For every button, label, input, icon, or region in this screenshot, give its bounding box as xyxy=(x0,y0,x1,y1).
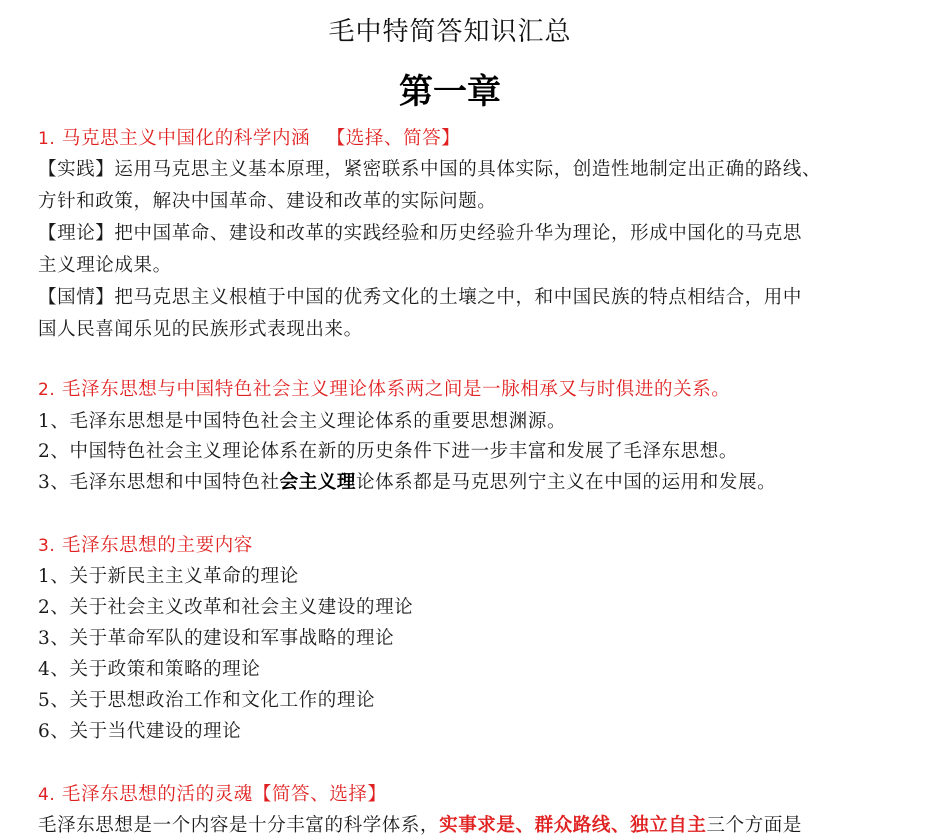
section-1-line-1: 【实践】运用马克思主义基本原理，紧密联系中国的具体实际，创造性地制定出正确的路线、 xyxy=(38,159,822,180)
section-3-heading xyxy=(38,534,253,558)
section-4-heading xyxy=(38,783,387,807)
section-1-heading xyxy=(38,127,460,151)
section-2-line-3-after: 论体系都是马克思列宁主义在中国的运用和发展。 xyxy=(355,472,777,493)
section-1-line-6: 国人民喜闻乐见的民族形式表现出来。 xyxy=(38,319,363,340)
section-3-line-5: 5、关于思想政治工作和文化工作的理论 xyxy=(38,690,376,711)
section-2-line-3 xyxy=(38,471,776,495)
section-4-para-after: 三个方面是 xyxy=(706,815,803,836)
section-3-line-2: 2、关于社会主义改革和社会主义建设的理论 xyxy=(38,597,414,618)
section-1-number: 1. xyxy=(38,129,56,149)
section-4-para-emphasis: 实事求是、群众路线、独立自主 xyxy=(439,815,707,836)
section-4-number: 4. xyxy=(38,785,56,805)
section-1-line-5: 【国情】把马克思主义根植于中国的优秀文化的土壤之中，和中国民族的特点相结合，用中 xyxy=(38,287,803,308)
section-2-line-3-before: 3、毛泽东思想和中国特色社 xyxy=(38,472,280,493)
section-4-paragraph xyxy=(38,814,802,838)
section-2-line-2: 2、中国特色社会主义理论体系在新的历史条件下进一步丰富和发展了毛泽东思想。 xyxy=(38,441,738,462)
section-3-line-4: 4、关于政策和策略的理论 xyxy=(38,659,261,680)
section-2-line-1: 1、毛泽东思想是中国特色社会主义理论体系的重要思想渊源。 xyxy=(38,411,567,432)
section-2-number: 2. xyxy=(38,380,56,400)
section-2-title: 毛泽东思想与中国特色社会主义理论体系两之间是一脉相承又与时俱进的关系。 xyxy=(61,379,731,400)
section-1-tag: 【选择、简答】 xyxy=(326,128,461,149)
section-2-line-3-bold: 会主义理 xyxy=(279,472,356,493)
chapter-title: 第一章 xyxy=(399,72,501,112)
section-4-para-before: 毛泽东思想是一个内容是十分丰富的科学体系， xyxy=(38,815,440,836)
section-2-heading xyxy=(38,378,730,402)
document-title: 毛中特简答知识汇总 xyxy=(328,17,572,47)
section-1-title: 马克思主义中国化的科学内涵 xyxy=(61,128,311,149)
section-1-line-4: 主义理论成果。 xyxy=(38,255,172,276)
section-3-line-3: 3、关于革命军队的建设和军事战略的理论 xyxy=(38,628,395,649)
section-4-tag: 【简答、选择】 xyxy=(252,784,387,805)
section-1-line-3: 【理论】把中国革命、建设和改革的实践经验和历史经验升华为理论，形成中国化的马克思 xyxy=(38,223,803,244)
section-4-title: 毛泽东思想的活的灵魂 xyxy=(61,784,253,805)
section-3-title: 毛泽东思想的主要内容 xyxy=(61,535,253,556)
section-3-line-1: 1、关于新民主主义革命的理论 xyxy=(38,566,299,587)
section-1-line-2: 方针和政策，解决中国革命、建设和改革的实际问题。 xyxy=(38,191,497,212)
section-3-number: 3. xyxy=(38,536,56,556)
section-3-line-6: 6、关于当代建设的理论 xyxy=(38,721,242,742)
